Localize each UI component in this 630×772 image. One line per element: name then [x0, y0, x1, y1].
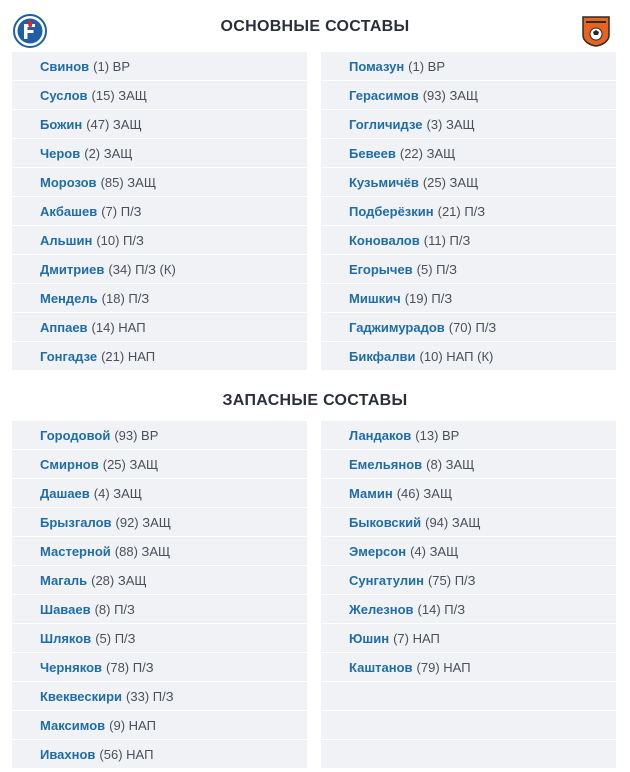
player-row[interactable]: [12, 566, 307, 594]
player-number-position: (2) ЗАЩ: [84, 145, 133, 161]
player-number-position: (93) ЗАЩ: [422, 87, 479, 103]
player-number-position: (3) ЗАЩ: [426, 116, 475, 132]
player-number-position: (21) НАП: [101, 348, 156, 364]
player-name-link[interactable]: Ивахнов: [40, 746, 96, 762]
player-name-link[interactable]: Помазун: [349, 58, 405, 74]
player-row[interactable]: [12, 226, 307, 254]
player-name-link[interactable]: Черняков: [40, 659, 103, 675]
subs-lineup-table: [12, 421, 616, 769]
player-name-link[interactable]: Кузьмичёв: [349, 174, 419, 190]
player-row[interactable]: [321, 197, 616, 225]
player-row[interactable]: [12, 197, 307, 225]
player-row[interactable]: [321, 52, 616, 80]
player-name-link[interactable]: Подберёзкин: [349, 203, 434, 219]
player-name-link[interactable]: Быковский: [349, 514, 422, 530]
player-name-link[interactable]: Герасимов: [349, 87, 419, 103]
player-row[interactable]: [12, 52, 307, 80]
player-name-link[interactable]: Морозов: [40, 174, 97, 190]
player-name-link[interactable]: Бевеев: [349, 145, 396, 161]
player-row[interactable]: [12, 740, 307, 768]
player-number-position: (93) ВР: [114, 427, 159, 443]
player-name-link[interactable]: Мастерной: [40, 543, 111, 559]
player-number-position: (21) П/З: [437, 203, 486, 219]
player-row[interactable]: [12, 342, 307, 370]
player-row[interactable]: [12, 110, 307, 138]
player-number-position: (8) ЗАЩ: [426, 456, 475, 472]
ural-logo-icon: [581, 15, 611, 47]
player-number-position: (88) ЗАЩ: [114, 543, 171, 559]
player-number-position: (14) НАП: [91, 319, 146, 335]
player-row[interactable]: [321, 313, 616, 341]
player-number-position: (10) П/З: [96, 232, 144, 248]
player-name-link[interactable]: Акбашев: [40, 203, 98, 219]
main-lineup-table: [12, 52, 616, 370]
player-name-link[interactable]: Черов: [40, 145, 81, 161]
player-number-position: (4) ЗАЩ: [93, 485, 142, 501]
player-number-position: (70) П/З: [448, 319, 497, 335]
player-row[interactable]: [12, 508, 307, 536]
player-name-link[interactable]: Шаваев: [40, 601, 91, 617]
player-number-position: (19) П/З: [404, 290, 453, 306]
player-number-position: (25) ЗАЩ: [102, 456, 159, 472]
player-name-link[interactable]: Мендель: [40, 290, 98, 306]
player-row[interactable]: [321, 595, 616, 623]
player-number-position: (18) П/З: [101, 290, 150, 306]
player-row[interactable]: [12, 255, 307, 283]
player-number-position: (22) ЗАЩ: [399, 145, 456, 161]
player-number-position: (25) ЗАЩ: [422, 174, 479, 190]
player-row[interactable]: [321, 226, 616, 254]
player-row[interactable]: [12, 284, 307, 312]
player-name-link[interactable]: Мишкич: [349, 290, 401, 306]
player-row[interactable]: [12, 139, 307, 167]
player-row[interactable]: [12, 479, 307, 507]
player-row[interactable]: [321, 139, 616, 167]
player-name-link[interactable]: Максимов: [40, 717, 106, 733]
player-number-position: (5) П/З: [95, 630, 136, 646]
main-lineup-title: ОСНОВНЫЕ СОСТАВЫ: [220, 18, 410, 35]
player-name-link[interactable]: Смирнов: [40, 456, 99, 472]
player-row[interactable]: [321, 566, 616, 594]
player-name-link[interactable]: Юшин: [349, 630, 390, 646]
player-name-link[interactable]: Квеквескири: [40, 688, 123, 704]
away-subs-lineup: [321, 421, 616, 769]
player-number-position: (79) НАП: [416, 659, 471, 675]
home-subs-lineup: [12, 421, 307, 769]
player-number-position: (14) П/З: [417, 601, 466, 617]
player-number-position: (75) П/З: [427, 572, 476, 588]
player-number-position: (15) ЗАЩ: [91, 87, 147, 103]
player-name-link[interactable]: Егорычев: [349, 261, 413, 277]
player-row[interactable]: [321, 479, 616, 507]
player-name-link[interactable]: Гогличидзе: [349, 116, 423, 132]
player-name-link[interactable]: Дмитриев: [40, 261, 105, 277]
player-row[interactable]: [12, 711, 307, 739]
player-number-position: (10) НАП (К): [419, 348, 494, 364]
player-row[interactable]: [12, 450, 307, 478]
player-name-link[interactable]: Мамин: [349, 485, 393, 501]
player-number-position: (33) П/З: [126, 688, 174, 704]
player-name-link[interactable]: Альшин: [40, 232, 93, 248]
player-number-position: (92) ЗАЩ: [115, 514, 171, 530]
player-number-position: (56) НАП: [99, 746, 154, 762]
player-name-link[interactable]: Дашаев: [40, 485, 90, 501]
player-row[interactable]: [12, 313, 307, 341]
player-row[interactable]: [321, 284, 616, 312]
player-number-position: (13) ВР: [415, 427, 460, 443]
player-number-position: (34) П/З (К): [108, 261, 176, 277]
player-row[interactable]: [12, 421, 307, 449]
player-name-link[interactable]: Сунгатулин: [349, 572, 424, 588]
player-number-position: (8) П/З: [94, 601, 135, 617]
player-name-link[interactable]: Суслов: [40, 87, 88, 103]
away-main-lineup: [321, 52, 616, 371]
player-row[interactable]: [321, 624, 616, 652]
empty-row: [321, 711, 616, 739]
player-name-link[interactable]: Магаль: [40, 572, 88, 588]
player-name-link[interactable]: Эмерсон: [349, 543, 407, 559]
player-number-position: (1) ВР: [93, 58, 130, 74]
subs-lineup-title: ЗАПАСНЫЕ СОСТАВЫ: [222, 392, 408, 409]
player-name-link[interactable]: Ландаков: [349, 427, 412, 443]
player-row[interactable]: [12, 624, 307, 652]
player-number-position: (94) ЗАЩ: [425, 514, 481, 530]
player-name-link[interactable]: Шляков: [40, 630, 92, 646]
player-name-link[interactable]: Божин: [40, 116, 83, 132]
empty-row: [321, 740, 616, 768]
home-main-lineup: [12, 52, 307, 371]
player-row[interactable]: [321, 255, 616, 283]
player-name-link[interactable]: Брызгалов: [40, 514, 112, 530]
player-number-position: (78) П/З: [106, 659, 154, 675]
player-row[interactable]: [12, 595, 307, 623]
player-row[interactable]: [12, 81, 307, 109]
player-row[interactable]: [321, 342, 616, 370]
player-number-position: (4) ЗАЩ: [410, 543, 459, 559]
player-number-position: (7) П/З: [101, 203, 142, 219]
player-number-position: (85) ЗАЩ: [100, 174, 157, 190]
player-row[interactable]: [321, 653, 616, 681]
player-row[interactable]: [12, 682, 307, 710]
main-lineup-header: [0, 0, 630, 60]
player-row[interactable]: [321, 537, 616, 565]
player-name-link[interactable]: Городовой: [40, 427, 111, 443]
player-row[interactable]: [321, 110, 616, 138]
player-row[interactable]: [12, 653, 307, 681]
player-row[interactable]: [12, 537, 307, 565]
player-name-link[interactable]: Железнов: [349, 601, 414, 617]
player-name-link[interactable]: Гаджимурадов: [349, 319, 445, 335]
player-row[interactable]: [12, 168, 307, 196]
player-row[interactable]: [321, 421, 616, 449]
player-row[interactable]: [321, 508, 616, 536]
player-name-link[interactable]: Коновалов: [349, 232, 420, 248]
player-number-position: (28) ЗАЩ: [91, 572, 147, 588]
player-name-link[interactable]: Каштанов: [349, 659, 413, 675]
player-number-position: (9) НАП: [109, 717, 156, 733]
player-number-position: (5) П/З: [416, 261, 457, 277]
player-name-link[interactable]: Емельянов: [349, 456, 423, 472]
player-number-position: (1) ВР: [408, 58, 446, 74]
player-name-link[interactable]: Гонгадзе: [40, 348, 98, 364]
player-row[interactable]: [321, 81, 616, 109]
player-name-link[interactable]: Свинов: [40, 58, 90, 74]
player-row[interactable]: [321, 450, 616, 478]
player-row[interactable]: [321, 168, 616, 196]
empty-row: [321, 682, 616, 710]
player-number-position: (11) П/З: [423, 232, 471, 248]
player-name-link[interactable]: Аппаев: [40, 319, 88, 335]
player-name-link[interactable]: Бикфалви: [349, 348, 416, 364]
player-number-position: (7) НАП: [393, 630, 440, 646]
player-number-position: (47) ЗАЩ: [86, 116, 142, 132]
player-number-position: (46) ЗАЩ: [396, 485, 453, 501]
